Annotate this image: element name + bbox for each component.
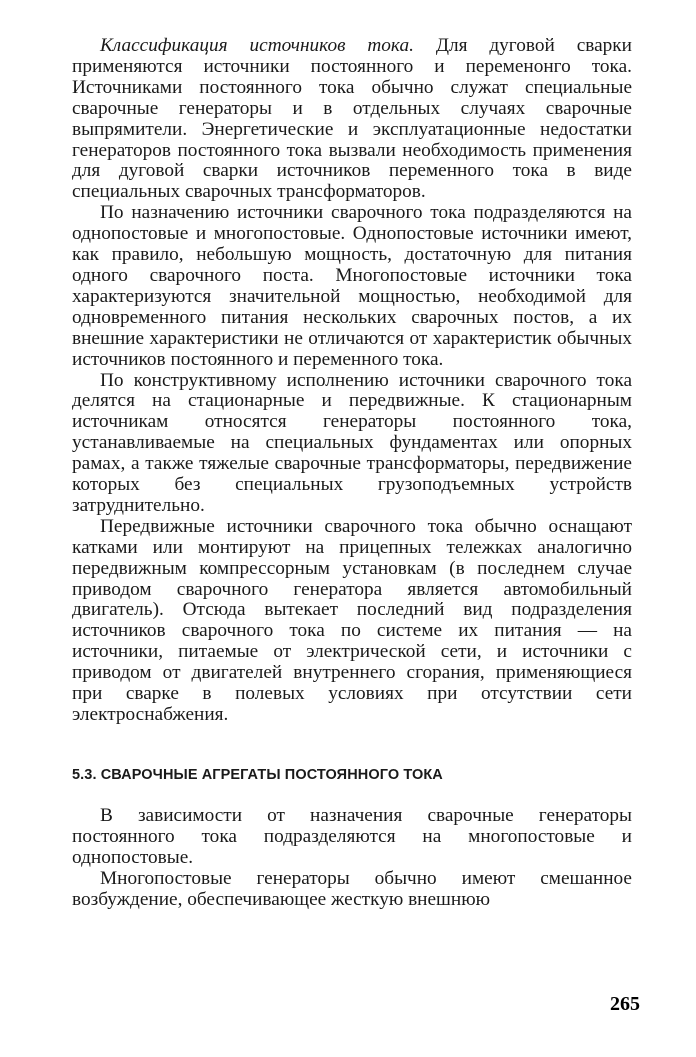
paragraph-by-purpose: По назначению источники сварочного тока подразделяются на однопостовые и многопостовые. Однопостовые источники имеют, как правило, небольшую мощность, достаточную для питания одного сварочного поста. Многопостовые источники тока характеризуются значительной мощностью, необходимой для одновременного питания нескольких сварочных постов, а их внешние характеристики не отличаются от характеристик обычных источников постоянного и переменного тока.: [72, 202, 632, 370]
paragraph-lead-title: Классификация источников тока.: [100, 35, 414, 56]
paragraph-multi-post-generators: Многопостовые генераторы обычно имеют смешанное возбуждение, обеспечивающее жесткую внешнюю: [72, 867, 632, 910]
paragraph-classification: [72, 36, 632, 203]
section-heading: 5.3. СВАРОЧНЫЕ АГРЕГАТЫ ПОСТОЯННОГО ТОКА: [72, 766, 443, 783]
paragraph-generators-classification: В зависимости от назначения сварочные генераторы постоянного тока подразделяются на многопостовые и однопостовые.: [72, 804, 632, 868]
paragraph-by-design: По конструктивному исполнению источники сварочного тока делятся на стационарные и передвижные. К стационарным источникам относятся генераторы постоянного тока, устанавливаемые на специальных фундаментах или опорных рамах, а также тяжелые сварочные трансформаторы, передвижение которых без специальных грузоподъемных устройств затруднительно.: [72, 369, 632, 516]
paragraph-mobile-sources: Передвижные источники сварочного тока обычно оснащают катками или монтируют на прицепных тележках аналогично передвижным компрессорным установкам (в последнем случае приводом сварочного генератора является автомобильный двигатель). Отсюда вытекает последний вид подразделения источников сварочного тока по системе их питания — на источники, питаемые от электрической сети, и источники с приводом от двигателей внутреннего сгорания, применяющиеся при сварке в полевых условиях при отсутствии сети электроснабжения.: [72, 515, 632, 725]
paragraph-body: Для дуговой сварки применяются источники постоянного и переменонго тока. Источниками постоянного тока обычно служат специальные сварочные генераторы и в отдельных случаях сварочные выпрямители. Энергетические и эксплуатационные недостатки генераторов постоянного тока вызвали необходимость применения для дуговой сварки источников переменного тока в виде специальных сварочных трансформаторов.: [72, 35, 632, 203]
page-number: 265: [610, 993, 640, 1015]
document-page: [72, 36, 632, 910]
